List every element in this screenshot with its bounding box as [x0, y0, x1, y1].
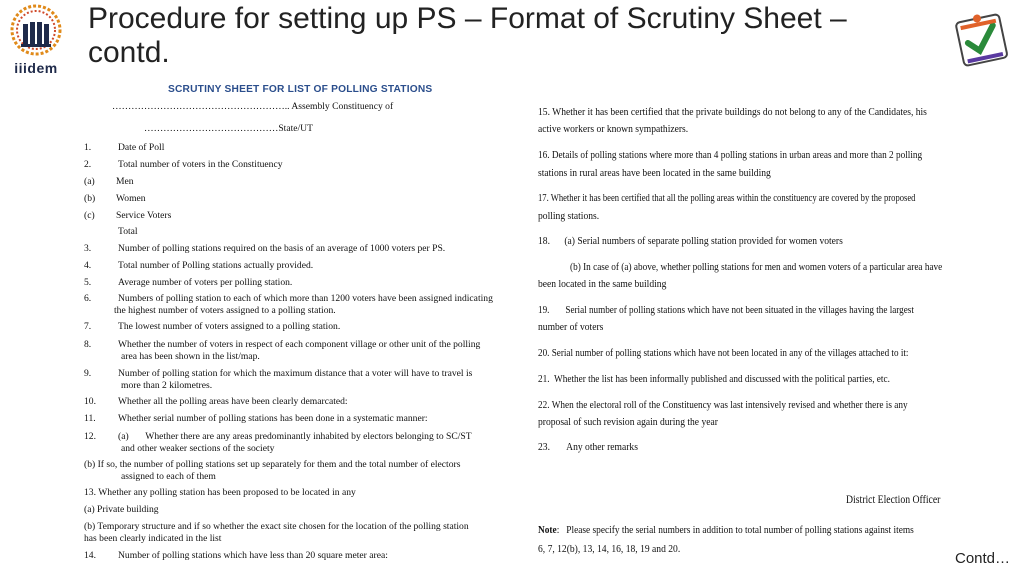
sheet-right-column [538, 0, 948, 576]
item-22-cont: proposal of such revision again during the year [538, 416, 718, 428]
assembly-constituency-line: ……………………………………………….. Assembly Constituency of [112, 101, 394, 112]
item-16-cont: stations in rural areas have been located in the same building [538, 167, 771, 179]
item-13b: (b) Temporary structure and if so whether the exact site chosen for the location of the polling station [84, 521, 469, 532]
item-text: Numbers of polling station to each of which more than 1200 voters have been assigned indicating [118, 293, 493, 304]
item-12b-cont: assigned to each of them [121, 471, 216, 482]
item-17: 17. Whether it has been certified that all the polling areas within the constituency are covered by the proposed [538, 192, 916, 204]
note-cont: 6, 7, 12(b), 13, 14, 16, 18, 19 and 20. [538, 543, 681, 555]
item-number: (a) [84, 176, 95, 187]
item-text: Number of polling stations required on the basis of an average of 1000 voters per PS. [118, 243, 446, 254]
item-total: Total [118, 226, 138, 237]
item-19: 19. Serial number of polling stations which have not been situated in the villages having the largest [538, 304, 914, 316]
item-13: 13. Whether any polling station has been proposed to be located in any [84, 487, 356, 498]
title-line-2: contd. [88, 36, 170, 69]
item-8-cont: area has been shown in the list/map. [121, 351, 260, 362]
item-9-cont: more than 2 kilometres. [121, 380, 213, 391]
item-number: (b) [84, 193, 96, 204]
item-number: 8. [84, 339, 92, 350]
note-line [538, 523, 914, 537]
item-number: 14. [84, 550, 96, 561]
district-election-officer: District Election Officer [846, 494, 941, 506]
item-text: Total number of Polling stations actually provided. [118, 260, 314, 271]
item-18b: (b) In case of (a) above, whether polling stations for men and women voters of a particular area have [570, 261, 943, 273]
ballot-check-icon [946, 4, 1018, 80]
contd-label: Contd… [955, 550, 1011, 567]
item-number: (c) [84, 210, 95, 221]
item-text: Whether the number of voters in respect of each component village or other unit of the polling [118, 339, 481, 350]
item-number: 4. [84, 260, 92, 271]
item-13b-cont: has been clearly indicated in the list [84, 533, 222, 544]
item-20: 20. Serial number of polling stations which have not been located in any of the villages attached to it: [538, 347, 909, 359]
title-line-1: Procedure for setting up PS – Format of Scrutiny Sheet – [88, 2, 847, 35]
item-text: Service Voters [116, 210, 172, 221]
item-text: Total number of voters in the Constituency [118, 159, 283, 170]
item-22: 22. When the electoral roll of the Constituency was last intensively revised and whether there is any [538, 399, 908, 411]
item-19-cont: number of voters [538, 321, 604, 333]
item-13a: (a) Private building [84, 504, 159, 515]
item-12b: (b) If so, the number of polling stations set up separately for them and the total number of electors [84, 459, 461, 470]
item-18b-cont: been located in the same building [538, 278, 667, 290]
item-12a-cont: and other weaker sections of the society [121, 443, 275, 454]
item-21: 21. Whether the list has been informally published and discussed with the political parties, etc. [538, 373, 890, 385]
item-number: 3. [84, 243, 92, 254]
item-text: Whether all the polling areas have been clearly demarcated: [118, 396, 348, 407]
iiidem-logo-text: iiidem [14, 60, 58, 76]
eci-logo [946, 4, 1018, 80]
item-16: 16. Details of polling stations where more than 4 polling stations in urban areas and more than 2 polling [538, 149, 923, 161]
item-text: Number of polling station for which the maximum distance that a voter will have to travel is [118, 368, 473, 379]
item-18a: 18. (a) Serial numbers of separate polling station provided for women voters [538, 235, 843, 247]
item-text: Men [116, 176, 134, 187]
item-number: 7. [84, 321, 92, 332]
iiidem-logo [4, 4, 66, 78]
item-15: 15. Whether it has been certified that the private buildings do not belong to any of the Candidates, his [538, 106, 927, 118]
item-23: 23. Any other remarks [538, 441, 638, 453]
item-text: Average number of voters per polling station. [118, 277, 293, 288]
item-number: 11. [84, 413, 96, 424]
item-text: Date of Poll [118, 142, 165, 153]
item-number: 2. [84, 159, 92, 170]
item-6-cont: the highest number of voters assigned to a polling station. [114, 305, 336, 316]
note-label: Note [538, 524, 557, 536]
item-number: 6. [84, 293, 92, 304]
item-number: 5. [84, 277, 92, 288]
item-text: Number of polling stations which have less than 20 square meter area: [118, 550, 388, 561]
item-text: Whether serial number of polling stations has been done in a systematic manner: [118, 413, 428, 424]
item-17-cont: polling stations. [538, 210, 600, 222]
item-15-cont: active workers or known sympathizers. [538, 123, 689, 135]
note-text: : Please specify the serial numbers in addition to total number of polling stations against items [556, 524, 914, 536]
scrutiny-sheet-heading: SCRUTINY SHEET FOR LIST OF POLLING STATIONS [168, 84, 433, 95]
sheet-left-column [84, 0, 524, 576]
item-number: 1. [84, 142, 92, 153]
item-number: 10. [84, 396, 96, 407]
item-number: 9. [84, 368, 92, 379]
state-ut-line: ……………………………………State/UT [144, 123, 313, 134]
item-text: Women [116, 193, 146, 204]
item-text: (a) Whether there are any areas predominantly inhabited by electors belonging to SC/ST [118, 431, 472, 442]
item-text: The lowest number of voters assigned to a polling station. [118, 321, 341, 332]
item-number: 12. [84, 431, 96, 442]
iiidem-emblem-icon [10, 4, 62, 56]
